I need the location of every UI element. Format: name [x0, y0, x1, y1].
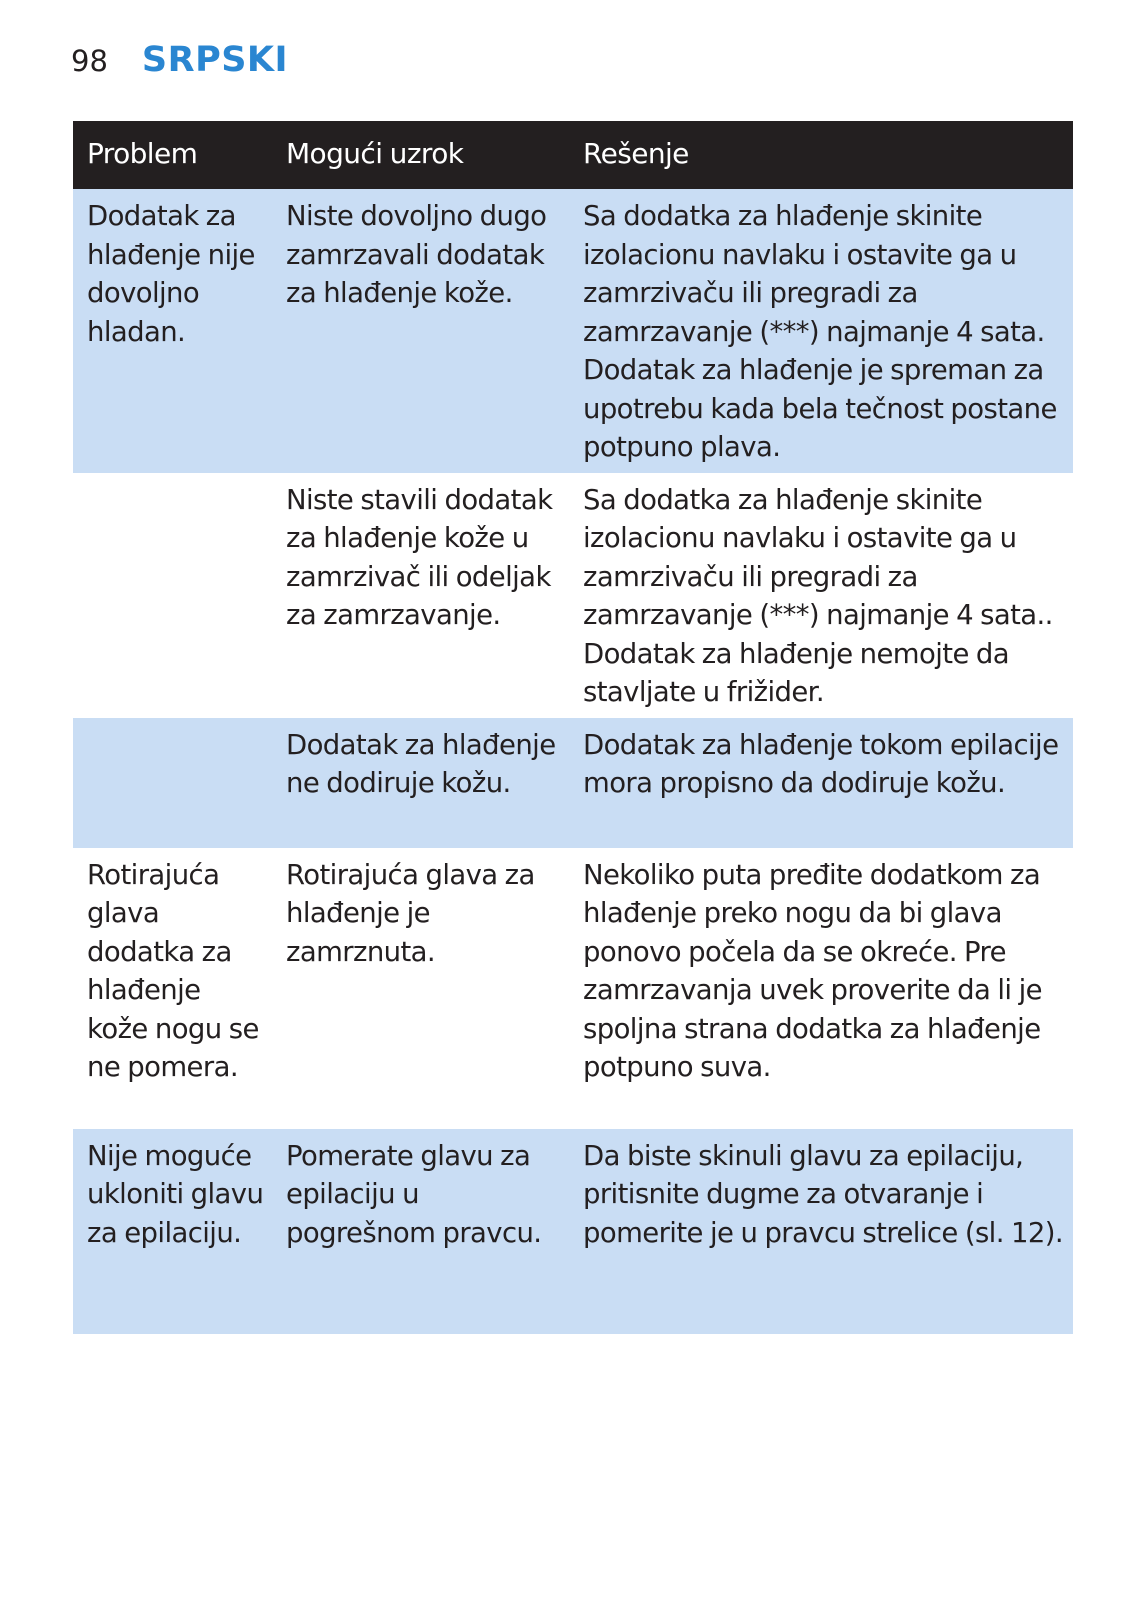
page-number: 98: [71, 44, 108, 78]
solution-cell: Sa dodatka za hlađenje skinite izolacionu navlaku i ostavite ga u zamrzivaču ili pregradi za zamrzavanje (***) najmanje 4 sata. Dodatak za hlađenje je spreman za upotrebu kada bela tečnost postane potpuno plava.: [569, 189, 1073, 473]
solution-cell: Da biste skinuli glavu za epilaciju, pritisnite dugme za otvaranje i pomerite je u pravcu strelice (sl. 12).: [569, 1129, 1073, 1334]
solution-cell: Nekoliko puta pređite dodatkom za hlađenje preko nogu da bi glava ponovo počela da se okreće. Pre zamrzavanja uvek proverite da li je spoljna strana dodatka za hlađenje potpuno suva.: [569, 848, 1073, 1129]
column-header-problem: Problem: [73, 121, 272, 189]
table-header-row: [73, 121, 1073, 189]
problem-cell: Rotirajuća glava dodatka za hlađenje kože nogu se ne pomera.: [73, 848, 272, 1129]
troubleshooting-table: [73, 121, 1073, 1334]
problem-cell: [73, 718, 272, 848]
cause-cell: Dodatak za hlađenje ne dodiruje kožu.: [272, 718, 569, 848]
table-row: [73, 189, 1073, 473]
solution-cell: Sa dodatka za hlađenje skinite izolacionu navlaku i ostavite ga u zamrzivaču ili pregradi za zamrzavanje (***) najmanje 4 sata.. Dodatak za hlađenje nemojte da stavljate u frižider.: [569, 473, 1073, 718]
cause-cell: Niste dovoljno dugo zamrzavali dodatak za hlađenje kože.: [272, 189, 569, 473]
table-body: [73, 189, 1073, 1334]
cause-cell: Niste stavili dodatak za hlađenje kože u zamrzivač ili odeljak za zamrzavanje.: [272, 473, 569, 718]
column-header-cause: Mogući uzrok: [272, 121, 569, 189]
problem-cell: Dodatak za hlađenje nije dovoljno hladan.: [73, 189, 272, 473]
cause-cell: Pomerate glavu za epilaciju u pogrešnom pravcu.: [272, 1129, 569, 1334]
table-row: [73, 1129, 1073, 1334]
problem-cell: Nije moguće ukloniti glavu za epilaciju.: [73, 1129, 272, 1334]
table-row: [73, 718, 1073, 848]
table-row: [73, 848, 1073, 1129]
table-row: [73, 473, 1073, 718]
column-header-solution: Rešenje: [569, 121, 1073, 189]
solution-cell: Dodatak za hlađenje tokom epilacije mora propisno da dodiruje kožu.: [569, 718, 1073, 848]
problem-cell: [73, 473, 272, 718]
page-header: [71, 40, 288, 90]
section-title: SRPSKI: [141, 40, 289, 80]
table-header: [73, 121, 1073, 189]
cause-cell: Rotirajuća glava za hlađenje je zamrznuta.: [272, 848, 569, 1129]
